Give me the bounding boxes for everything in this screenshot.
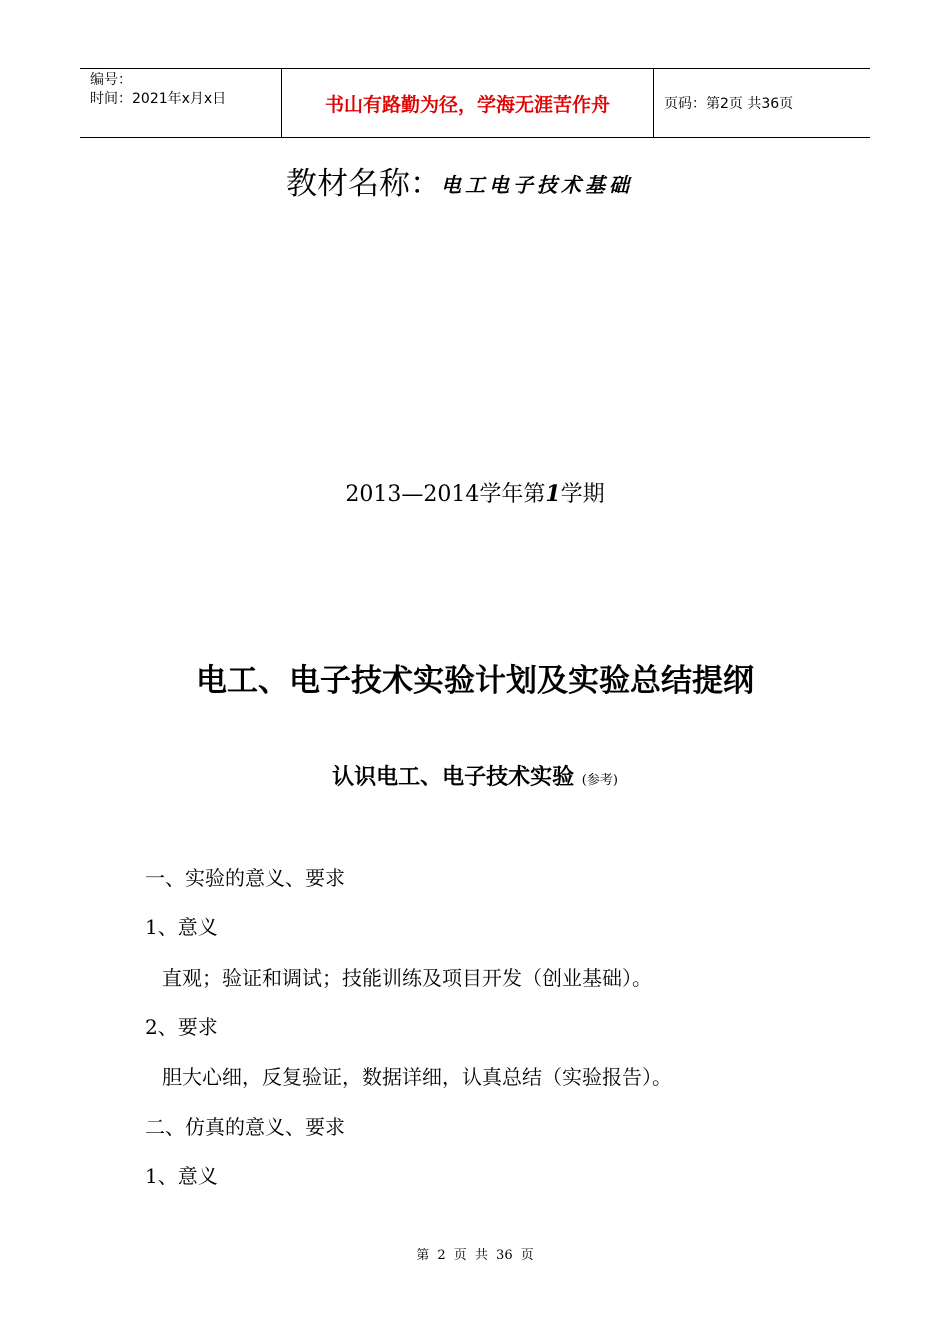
subheading-meaning: 1、意义 (145, 915, 218, 939)
textbook-label: 教材名称： (286, 166, 441, 202)
paragraph-meaning: 直观；验证和调试；技能训练及项目开发（创业基础）。 (162, 966, 652, 990)
textbook-value: 电工电子技术基础 (441, 173, 633, 197)
section-heading-1: 一、实验的意义、要求 (145, 866, 345, 890)
subheading-simulation-meaning: 1、意义 (145, 1164, 218, 1188)
main-title: 电工、电子技术实验计划及实验总结提纲 (196, 663, 754, 699)
term-suffix: 学期 (560, 482, 605, 507)
time-label: 时间：2021年x月x日 (90, 91, 227, 107)
term-prefix: 2013—2014学年第 (345, 482, 546, 507)
subheading-requirements: 2、要求 (145, 1015, 218, 1039)
number-label: 编号： (90, 72, 132, 88)
term-line (0, 478, 950, 511)
term-number: 1 (545, 481, 561, 507)
paragraph-requirements: 胆大心细，反复验证，数据详细，认真总结（实验报告）。 (162, 1065, 672, 1089)
sub-title (0, 760, 950, 799)
page-footer: 第 2 页 共 36 页 (416, 1248, 534, 1263)
header-table (80, 68, 870, 138)
sub-title-note: (参考) (581, 773, 618, 788)
sub-title-text: 认识电工、电子技术实验 (332, 765, 582, 790)
header-motto: 书山有路勤为径，学海无涯苦作舟 (281, 69, 654, 137)
textbook-name (286, 160, 633, 209)
section-heading-2: 二、仿真的意义、要求 (145, 1115, 345, 1139)
header-page-info: 页码：第2页 共36页 (664, 96, 794, 112)
header-meta (80, 69, 281, 137)
